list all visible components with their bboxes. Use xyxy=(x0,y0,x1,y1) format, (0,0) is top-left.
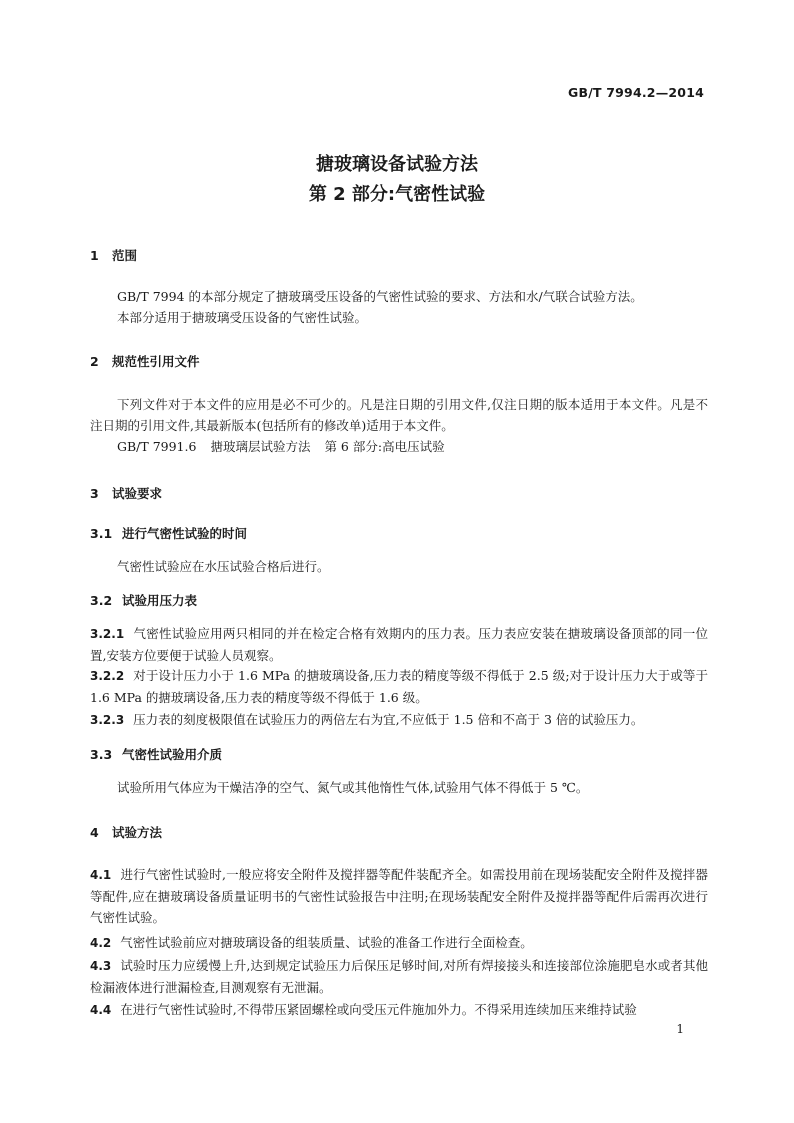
clause-number: 4.1 xyxy=(90,868,112,882)
paragraph: 下列文件对于本文件的应用是必不可少的。凡是注日期的引用文件,仅注日期的版本适用于本文件。凡是不注日期的引用文件,其最新版本(包括所有的修改单)适用于本文件。 xyxy=(90,397,708,433)
paragraph: 试验所用气体应为干燥洁净的空气、氮气或其他惰性气体,试验用气体不得低于 5 ℃。 xyxy=(117,780,589,795)
section-number: 1 xyxy=(90,248,99,263)
reference-part: 第 6 部分:高电压试验 xyxy=(324,439,445,454)
clause-text: 气密性试验前应对搪玻璃设备的组装质量、试验的准备工作进行全面检查。 xyxy=(120,935,533,950)
paragraph: 本部分适用于搪玻璃受压设备的气密性试验。 xyxy=(117,310,368,325)
subsection-number: 3.2 xyxy=(90,593,113,608)
subsection-3-3-heading xyxy=(90,745,222,763)
section-title: 试验方法 xyxy=(112,825,163,840)
subsection-3-2-heading xyxy=(90,591,197,609)
clause-3-2-2 xyxy=(90,665,708,708)
reference-title: 搪玻璃层试验方法 xyxy=(210,439,311,454)
standard-code: GB/T 7994.2—2014 xyxy=(568,85,704,100)
clause-text: 进行气密性试验时,一般应将安全附件及搅拌器等配件装配齐全。如需投用前在现场装配安全附件及搅拌器等配件,应在搪玻璃设备质量证明书的气密性试验报告中注明;在现场装配安全附件及搅拌器等配件后需再次进行气密性试验。 xyxy=(90,867,708,925)
reference-code: GB/T 7991.6 xyxy=(117,439,197,454)
section-title: 试验要求 xyxy=(112,486,163,501)
clause-4-1 xyxy=(90,864,708,928)
clause-4-2 xyxy=(90,932,708,954)
clause-4-4 xyxy=(90,999,708,1021)
clause-number: 3.2.2 xyxy=(90,669,125,683)
document-subtitle: 第 2 部分:气密性试验 xyxy=(308,184,486,205)
section-number: 2 xyxy=(90,354,99,369)
clause-text: 压力表的刻度极限值在试验压力的两倍左右为宜,不应低于 1.5 倍和不高于 3 倍的试验压力。 xyxy=(133,712,644,727)
clause-text: 对于设计压力小于 1.6 MPa 的搪玻璃设备,压力表的精度等级不得低于 2.5 级;对于设计压力大于或等于 1.6 MPa 的搪玻璃设备,压力表的精度等级不得低于 1.6 级。 xyxy=(90,668,708,705)
subsection-title: 试验用压力表 xyxy=(122,593,198,608)
paragraph: 气密性试验应在水压试验合格后进行。 xyxy=(117,559,330,574)
section-title: 规范性引用文件 xyxy=(112,354,200,369)
clause-number: 4.3 xyxy=(90,959,112,973)
clause-text: 试验时压力应缓慢上升,达到规定试验压力后保压足够时间,对所有焊接接头和连接部位涂施肥皂水或者其他检漏液体进行泄漏检查,目测观察有无泄漏。 xyxy=(90,958,708,995)
page-number: 1 xyxy=(676,1022,684,1036)
clause-number: 4.2 xyxy=(90,936,112,950)
clause-text: 气密性试验应用两只相同的并在检定合格有效期内的压力表。压力表应安装在搪玻璃设备顶部的同一位置,安装方位要便于试验人员观察。 xyxy=(90,626,708,663)
clause-4-3 xyxy=(90,955,708,998)
subsection-number: 3.3 xyxy=(90,747,113,762)
subsection-3-1-heading xyxy=(90,524,247,542)
section-3-heading xyxy=(90,484,162,502)
clause-number: 4.4 xyxy=(90,1003,112,1017)
section-number: 4 xyxy=(90,825,99,840)
section-1-heading xyxy=(90,246,137,264)
clause-3-2-1 xyxy=(90,623,708,666)
clause-number: 3.2.3 xyxy=(90,713,125,727)
subsection-title: 进行气密性试验的时间 xyxy=(122,526,248,541)
section-2-heading xyxy=(90,352,200,370)
section-4-heading xyxy=(90,823,162,841)
paragraph: GB/T 7994 的本部分规定了搪玻璃受压设备的气密性试验的要求、方法和水/气联合试验方法。 xyxy=(117,289,643,304)
clause-text: 在进行气密性试验时,不得带压紧固螺栓或向受压元件施加外力。不得采用连续加压来维持试验 xyxy=(120,1002,637,1017)
subsection-title: 气密性试验用介质 xyxy=(122,747,223,762)
subsection-number: 3.1 xyxy=(90,526,113,541)
section-number: 3 xyxy=(90,486,99,501)
normative-reference xyxy=(90,436,708,457)
clause-number: 3.2.1 xyxy=(90,627,125,641)
document-title: 搪玻璃设备试验方法 xyxy=(316,154,478,175)
section-title: 范围 xyxy=(112,248,138,263)
clause-3-2-3 xyxy=(90,709,708,731)
